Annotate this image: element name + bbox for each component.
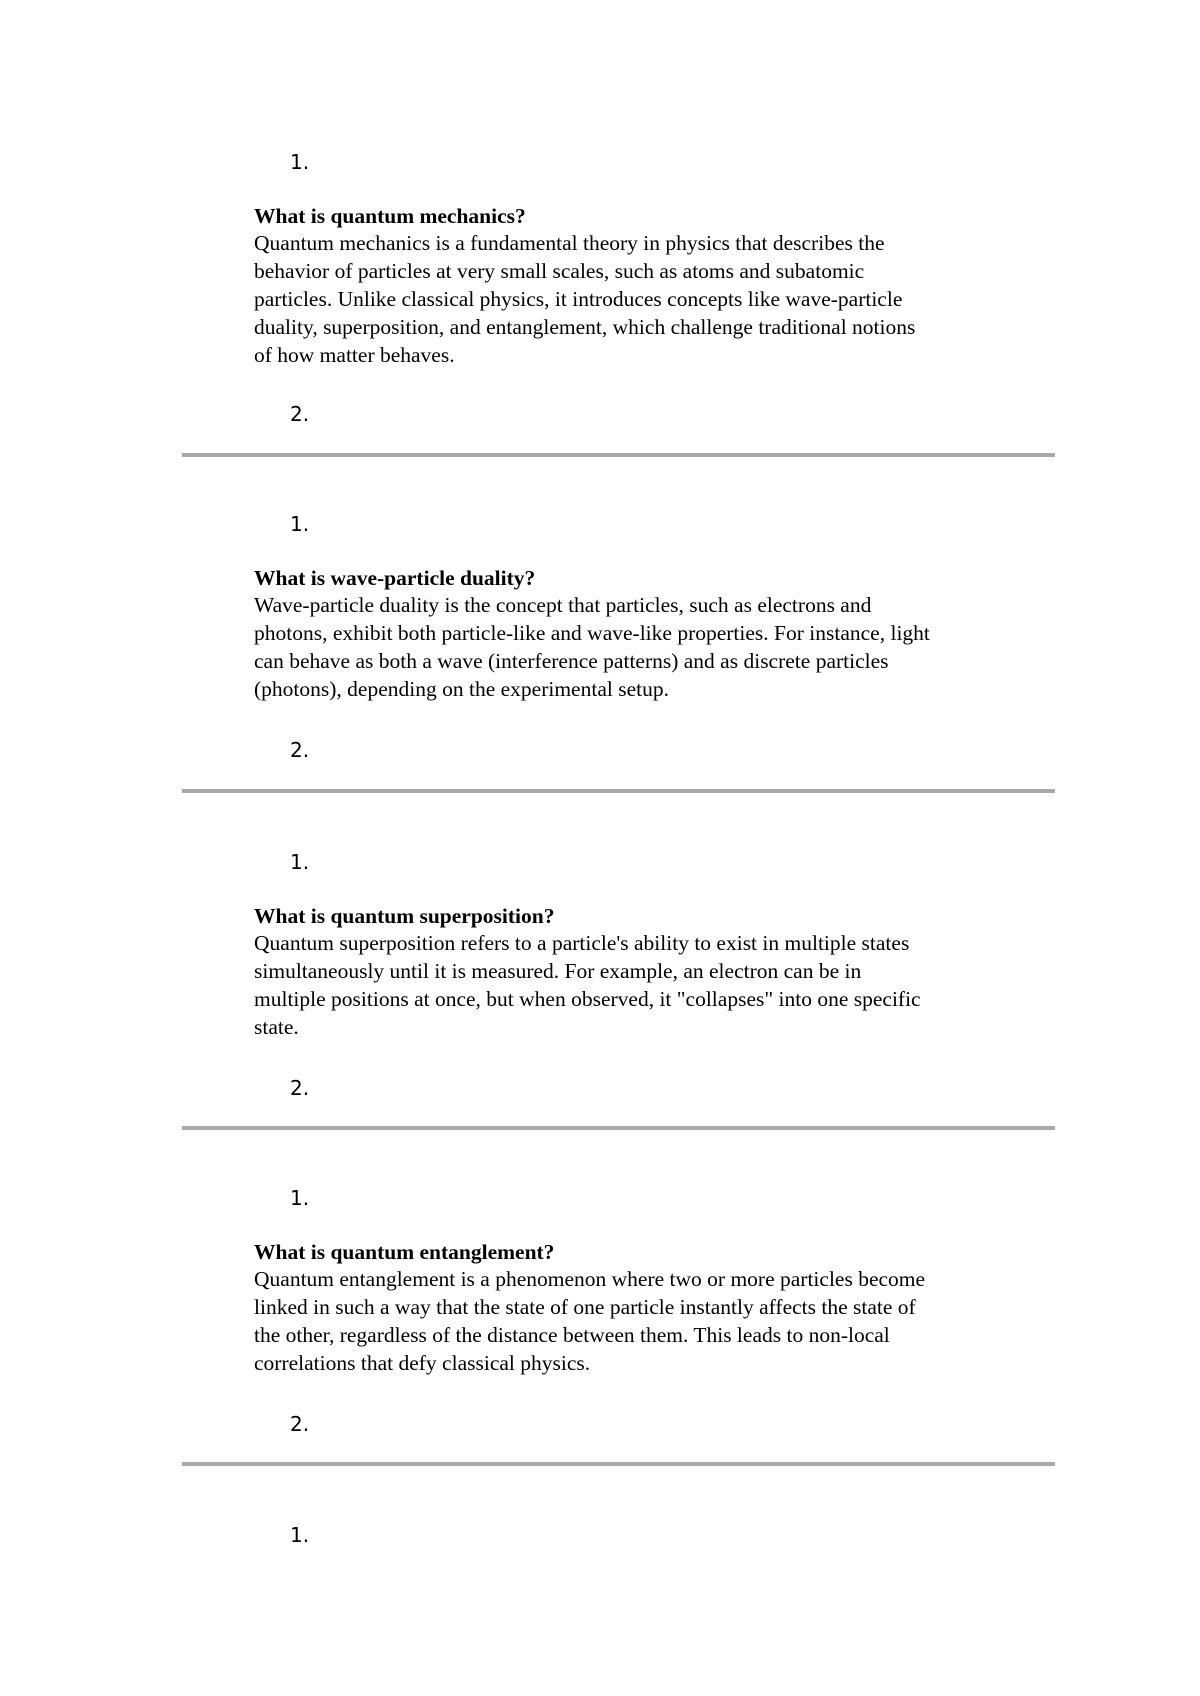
list-number: 1. [290,1186,310,1210]
section-divider [182,453,1055,457]
list-number: 1. [290,850,310,874]
list-number: 2. [290,1412,310,1436]
answer-paragraph [254,1265,1034,1377]
answer-line: Wave-particle duality is the concept that particles, such as electrons and [254,593,872,617]
list-number: 2. [290,738,310,762]
answer-line: particles. Unlike classical physics, it introduces concepts like wave-particle [254,287,903,311]
answer-paragraph [254,929,1034,1041]
answer-line: Quantum superposition refers to a particle's ability to exist in multiple states [254,931,910,955]
list-number: 1. [290,150,310,174]
answer-line: correlations that defy classical physics. [254,1351,591,1375]
answer-line: can behave as both a wave (interference patterns) and as discrete particles [254,649,889,673]
question-heading: What is quantum entanglement? [254,1240,555,1264]
answer-line: behavior of particles at very small scales, such as atoms and subatomic [254,259,865,283]
answer-line: Quantum mechanics is a fundamental theory in physics that describes the [254,231,885,255]
answer-line: photons, exhibit both particle-like and wave-like properties. For instance, light [254,621,930,645]
list-number: 1. [290,1523,310,1547]
answer-line: duality, superposition, and entanglement, which challenge traditional notions [254,315,916,339]
answer-line: (photons), depending on the experimental setup. [254,677,669,701]
section-divider [182,789,1055,793]
section-divider [182,1462,1055,1466]
answer-line: Quantum entanglement is a phenomenon where two or more particles become [254,1267,926,1291]
question-heading: What is wave-particle duality? [254,566,536,590]
answer-paragraph [254,591,1034,703]
answer-line: simultaneously until it is measured. For example, an electron can be in [254,959,862,983]
answer-line: multiple positions at once, but when observed, it "collapses" into one specific [254,987,921,1011]
question-heading: What is quantum superposition? [254,904,555,928]
question-heading: What is quantum mechanics? [254,204,526,228]
answer-line: linked in such a way that the state of one particle instantly affects the state of [254,1295,916,1319]
answer-line: of how matter behaves. [254,343,455,367]
list-number: 2. [290,1076,310,1100]
list-number: 2. [290,402,310,426]
section-divider [182,1126,1055,1130]
answer-paragraph [254,229,1034,369]
list-number: 1. [290,512,310,536]
answer-line: the other, regardless of the distance between them. This leads to non-local [254,1323,890,1347]
answer-line: state. [254,1015,299,1039]
